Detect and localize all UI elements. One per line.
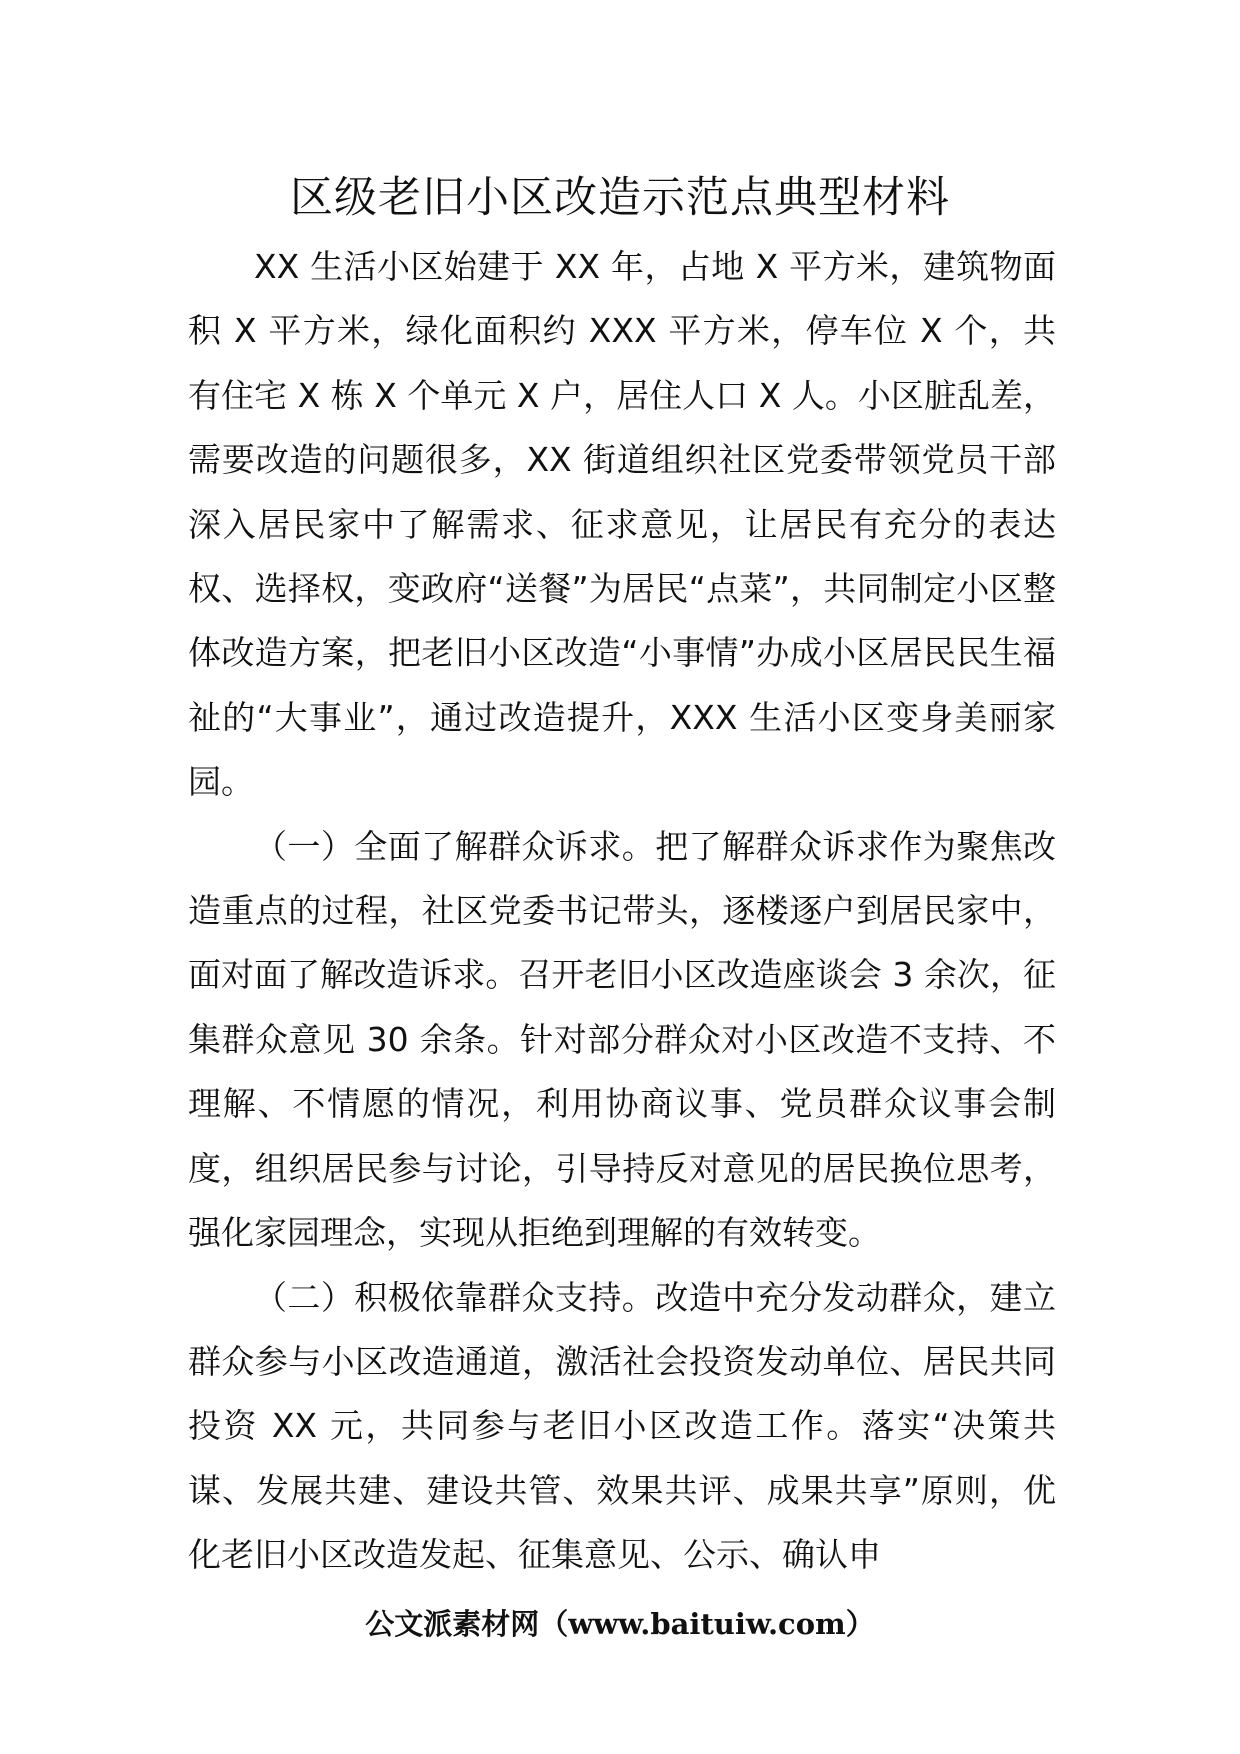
- document-body: [188, 235, 1056, 1588]
- document-title: 区级老旧小区改造示范点典型材料: [290, 173, 950, 223]
- watermark-footer: 公文派素材网（www.baituiw.com）: [365, 1607, 875, 1641]
- paragraph-intro: XX 生活小区始建于 XX 年，占地 X 平方米，建筑物面积 X 平方米，绿化面积约 XXX 平方米，停车位 X 个，共有住宅 X 栋 X 个单元 X 户，居住人口 X 人。小区脏乱差，需要改造的问题很多，XX 街道组织社区党委带领党员干部深入居民家中了解需求、征求意见，让居民有充分的表达权、选择权，变政府“送餐”为居民“点菜”，共同制定小区整体改造方案，把老旧小区改造“小事情”办成小区居民民生福祉的“大事业”，通过改造提升，XXX 生活小区变身美丽家园。: [188, 247, 1056, 802]
- paragraph-section-two: （二）积极依靠群众支持。改造中充分发动群众，建立群众参与小区改造通道，激活社会投资发动单位、居民共同投资 XX 元，共同参与老旧小区改造工作。落实“决策共谋、发展共建、建设共管、效果共评、成果共享”原则，优化老旧小区改造发起、征集意见、公示、确认申: [188, 1277, 1056, 1575]
- paragraph-section-one: （一）全面了解群众诉求。把了解群众诉求作为聚焦改造重点的过程，社区党委书记带头，逐楼逐户到居民家中，面对面了解改造诉求。召开老旧小区改造座谈会 3 余次，征集群众意见 30 余条。针对部分群众对小区改造不支持、不理解、不情愿的情况，利用协商议事、党员群众议事会制度，组织居民参与讨论，引导持反对意见的居民换位思考，强化家园理念，实现从拒绝到理解的有效转变。: [188, 826, 1056, 1253]
